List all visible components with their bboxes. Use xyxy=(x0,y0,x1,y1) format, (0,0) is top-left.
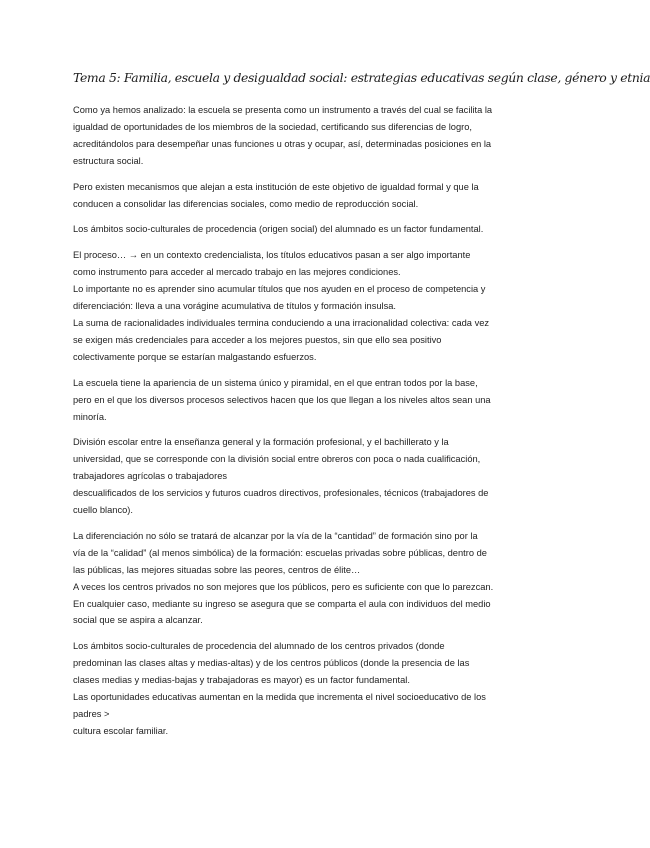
text-line: La escuela tiene la apariencia de un sistema único y piramidal, en el que entran todos por la base, xyxy=(73,377,478,388)
text-line: las públicas, las mejores situadas sobre las peores, centros de élite… xyxy=(73,564,361,575)
paragraph xyxy=(73,179,533,213)
text-line: División escolar entre la enseñanza general y la formación profesional, y el bachillerato y la xyxy=(73,437,449,448)
paragraph xyxy=(73,528,533,629)
text-line: La suma de racionalidades individuales termina conduciendo a una irracionalidad colectiva: cada vez xyxy=(73,317,490,328)
paragraph xyxy=(73,221,533,238)
paragraph xyxy=(73,247,533,365)
document-title: Tema 5: Familia, escuela y desigualdad social: estrategias educativas según clase, género y etnia xyxy=(73,70,650,85)
paragraph xyxy=(73,102,533,170)
text-line: conducen a consolidar las diferencias sociales, como medio de reproducción social. xyxy=(73,198,419,209)
text-line: minoría. xyxy=(73,411,107,422)
text-line: Los ámbitos socio-culturales de procedencia (origen social) del alumnado es un factor fundamental. xyxy=(73,224,484,235)
text-line: Lo importante no es aprender sino acumular títulos que nos ayuden en el proceso de competencia y xyxy=(73,284,486,295)
text-line: trabajadores agrícolas o trabajadores xyxy=(73,471,228,482)
text-line: La diferenciación no sólo se tratará de alcanzar por la vía de la “cantidad” de formación sino por la xyxy=(73,530,478,541)
text-line: cuello blanco). xyxy=(73,505,133,516)
text-line: A veces los centros privados no son mejores que los públicos, pero es suficiente con que lo parezcan. xyxy=(73,581,494,592)
text-line: Las oportunidades educativas aumentan en la medida que incrementa el nivel socioeducativo de los xyxy=(73,692,486,703)
text-line: clases medias y medias-bajas y trabajadoras es mayor) es un factor fundamental. xyxy=(73,675,410,686)
text-line: predominan las clases altas y medias-altas) y de los centros públicos (donde la presencia de las xyxy=(73,658,470,669)
text-line: colectivamente porque se estarían malgastando esfuerzos. xyxy=(73,351,317,362)
text-line: acreditándolos para desempeñar unas funciones u otras y ocupar, así, determinadas posiciones en la xyxy=(73,138,492,149)
text-line: social que se aspira a alcanzar. xyxy=(73,615,203,626)
paragraph xyxy=(73,434,533,519)
text-line: cultura escolar familiar. xyxy=(73,725,169,736)
text-line: universidad, que se corresponde con la división social entre obreros con poca o nada cualificación, xyxy=(73,454,481,465)
text-line: padres > xyxy=(73,709,110,719)
text-line: pero en el que los diversos procesos selectivos hacen que los que llegan a los niveles altos sean una xyxy=(73,394,491,405)
text-line: Los ámbitos socio-culturales de procedencia del alumnado de los centros privados (donde xyxy=(73,641,445,652)
text-line: vía de la “calidad” (al menos simbólica) de la formación: escuelas privadas sobre públicas, dentro de xyxy=(73,547,487,558)
paragraph xyxy=(73,638,533,739)
text-line: se exigen más credenciales para acceder a los mejores puestos, sin que ello sea positivo xyxy=(73,334,442,345)
paragraph xyxy=(73,375,533,426)
text-line: igualdad de oportunidades de los miembros de la sociedad, certificando sus diferencias de logro, xyxy=(73,121,472,132)
document-body xyxy=(73,102,533,749)
text-line: descualificados de los servicios y futuros cuadros directivos, profesionales, técnicos (trabajadores de xyxy=(73,488,489,499)
text-line: diferenciación: lleva a una vorágine acumulativa de títulos y formación insulsa. xyxy=(73,301,396,312)
text-line: Pero existen mecanismos que alejan a esta institución de este objetivo de igualdad formal y que la xyxy=(73,181,479,192)
text-line: Como ya hemos analizado: la escuela se presenta como un instrumento a través del cual se facilita la xyxy=(73,105,493,115)
text-line: como instrumento para acceder al mercado trabajo en las mejores condiciones. xyxy=(73,267,401,278)
text-line: estructura social. xyxy=(73,155,144,166)
text-line: En cualquier caso, mediante su ingreso se asegura que se comparta el aula con individuos del medio xyxy=(73,598,491,609)
text-line: El proceso… → en un contexto credencialista, los títulos educativos pasan a ser algo importante xyxy=(73,250,471,261)
